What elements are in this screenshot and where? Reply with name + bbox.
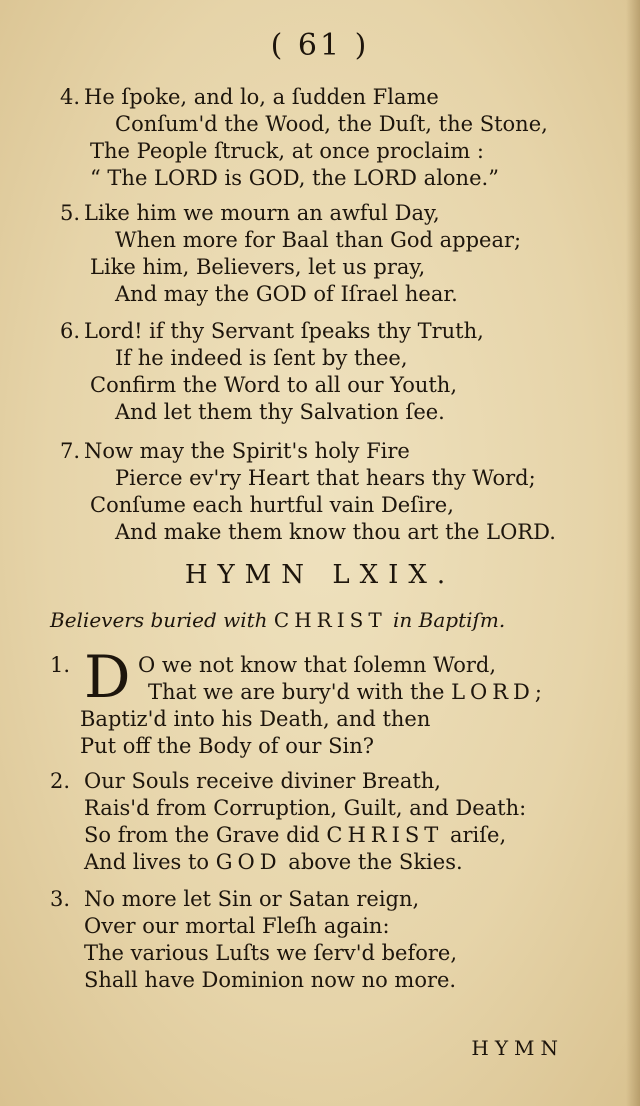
verse-line: Now may the Spirit's holy Fire <box>84 439 410 463</box>
small-caps-word: CHRIST <box>326 823 444 847</box>
hymn-subtitle <box>50 608 610 632</box>
verse-line: above the Skies. <box>288 850 463 874</box>
small-caps-word: GOD <box>215 850 282 874</box>
stanza-number: 2. <box>50 769 71 793</box>
subtitle-text: in Baptiſm. <box>393 608 506 632</box>
page-number: ( 61 ) <box>270 28 370 63</box>
subtitle-name: CHRIST <box>273 608 387 632</box>
stanza-3 <box>50 886 610 994</box>
stanza-number: 1. <box>50 653 71 677</box>
verse-line: The People ſtruck, at once proclaim : <box>90 139 484 163</box>
page-edge <box>626 0 640 1106</box>
verse-line: And may the GOD of Iſrael hear. <box>115 282 458 306</box>
verse-line: When more for Baal than God appear; <box>115 228 522 252</box>
verse-line: Pierce ev'ry Heart that hears thy Word; <box>115 466 536 490</box>
verse-line: ariſe, <box>449 823 507 847</box>
verse-line: And lives to <box>84 850 210 874</box>
verse-line: Rais'd from Corruption, Guilt, and Death: <box>84 796 527 820</box>
verse-line: Conſume each hurtful vain Deſire, <box>90 493 454 517</box>
verse-line: Shall have Dominion now no more. <box>84 968 457 992</box>
small-caps-word: LORD; <box>451 680 547 704</box>
stanza-number: 7. <box>60 439 81 463</box>
catchword: HYMN <box>471 1036 564 1060</box>
stanza-number: 3. <box>50 887 71 911</box>
verse-line: Put off the Body of our Sin? <box>80 734 374 758</box>
verse-line: “ The LORD is GOD, the LORD alone.” <box>90 166 499 190</box>
subtitle-text: Believers buried with <box>50 608 268 632</box>
drop-cap: D <box>84 643 131 711</box>
verse-line: So from the Grave did <box>84 823 320 847</box>
verse-line: Conſum'd the Wood, the Duſt, the Stone, <box>115 112 548 136</box>
hymn-title: HYMN LXIX. <box>184 560 456 590</box>
verse-line: Baptiz'd into his Death, and then <box>80 707 431 731</box>
stanza-6 <box>60 318 620 426</box>
verse-line: Confirm the Word to all our Youth, <box>90 373 458 397</box>
stanza-7 <box>60 438 620 546</box>
verse-line: No more let Sin or Satan reign, <box>84 887 420 911</box>
verse-line: Like him, Believers, let us pray, <box>90 255 426 279</box>
verse-line: And make them know thou art the LORD. <box>115 520 556 544</box>
verse-line: He ſpoke, and lo, a ſudden Flame <box>84 85 439 109</box>
stanza-2 <box>50 768 610 876</box>
verse-line: If he indeed is ſent by thee, <box>115 346 408 370</box>
verse-line: That we are bury'd with the <box>148 680 445 704</box>
verse-line: Lord! if thy Servant ſpeaks thy Truth, <box>84 319 484 343</box>
stanza-1 <box>50 652 610 760</box>
stanza-5 <box>60 200 620 308</box>
stanza-number: 5. <box>60 201 81 225</box>
stanza-number: 4. <box>60 85 81 109</box>
verse-line: O we not know that ſolemn Word, <box>138 653 497 677</box>
verse-line: Our Souls receive diviner Breath, <box>84 769 441 793</box>
stanza-4 <box>60 84 620 192</box>
verse-line: Over our mortal Fleſh again: <box>84 914 390 938</box>
verse-line: The various Luſts we ſerv'd before, <box>84 941 458 965</box>
verse-line: Like him we mourn an awful Day, <box>84 201 440 225</box>
verse-line: And let them thy Salvation ſee. <box>115 400 445 424</box>
stanza-number: 6. <box>60 319 81 343</box>
